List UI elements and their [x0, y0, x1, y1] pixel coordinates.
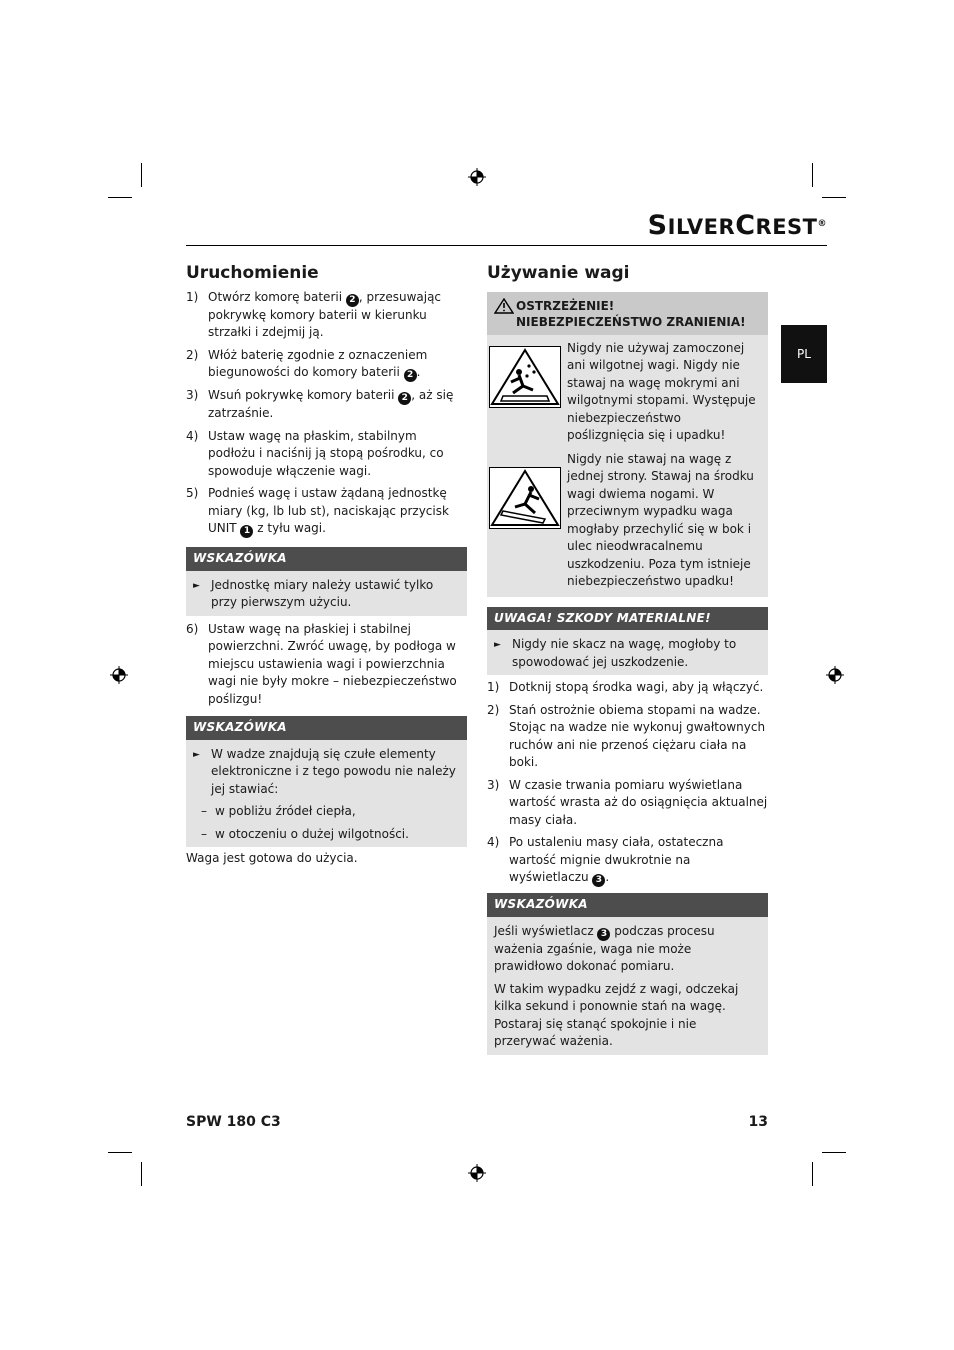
list-item: 5) Podnieś wagę i ustaw żądaną jednostkę miary (kg, lb lub st), naciskając przycisk UNIT 1 z tyłu wagi.: [186, 486, 449, 536]
right-column: [487, 265, 768, 1055]
note-box: WSKAZÓWKA ► W wadze znajdują się czułe elementy elektroniczne i z tego powodu nie należy jej stawiać: – w pobliżu źródeł ciepła, – w otoczeniu o dużej wilgotności.: [186, 716, 467, 847]
note-header: WSKAZÓWKA: [186, 547, 467, 571]
registration-mark-icon: [468, 1164, 486, 1182]
list-item: 2) Stań ostrożnie obiema stopami na wadze. Stojąc na wadze nie wykonuj gwałtownych ruchów ani nie przenoś ciężaru ciała na boki.: [487, 702, 766, 769]
warning-box: OSTRZEŻENIE! NIEBEZPIECZEŃSTWO ZRANIENIA! Nigdy nie używaj zamoczonej ani wilgotnej wagi. Nigdy nie stawaj na wagę mokrymi ani wilgotnymi stopami. Występuje niebezpieczeństwo poślizgnięcia się i upadku! Nigdy nie stawaj na wagę z jednej strony. Stawaj na środku wagi dwiema nogami. W przeciwnym wypadku waga mogłaby przechylić się w bok i ulec nieodwracalnemu uszkodzeniu. Poza tym istnieje niebezpieczeństwo upadku!: [487, 292, 768, 597]
left-column: [186, 265, 467, 868]
note-box: WSKAZÓWKA Jeśli wyświetlacz 3 podczas procesu ważenia zgaśnie, waga nie może prawidłowo dokonać pomiaru. W takim wypadku zejdź z wagi, odczekaj kilka sekund i ponownie stań na wagę. Postaraj się stanąć spokojnie i nie przerywać ważenia.: [487, 893, 768, 1055]
crop-mark: [822, 1152, 846, 1153]
arrow-bullet-icon: ►: [193, 580, 200, 591]
list-item: 3) Wsuń pokrywkę komory baterii 2 , aż się zatrzaśnie.: [186, 388, 454, 420]
part-number-icon: 2: [346, 294, 359, 307]
slip-hazard-icon: [489, 346, 561, 408]
part-number-icon: 2: [404, 369, 417, 382]
registration-mark-icon: [468, 168, 486, 186]
part-number-icon: 3: [592, 874, 605, 887]
crop-mark: [108, 197, 132, 198]
steps-list: [186, 289, 467, 539]
tipping-hazard-icon: [489, 467, 561, 529]
list-item: 3) W czasie trwania pomiaru wyświetlana wartość wrasta aż do osiągnięcia aktualnej masy ciała.: [487, 777, 768, 827]
language-tab: PL: [781, 325, 827, 383]
page-number: 13: [748, 1114, 768, 1130]
closing-text: Waga jest gotowa do użycia.: [186, 851, 358, 865]
steps-list: [487, 679, 768, 887]
crop-mark: [141, 163, 142, 187]
crop-mark: [108, 1152, 132, 1153]
section-title: Uruchomienie: [186, 263, 319, 283]
warning-header: OSTRZEŻENIE! NIEBEZPIECZEŃSTWO ZRANIENIA!: [487, 292, 768, 335]
arrow-bullet-icon: ►: [494, 640, 501, 650]
crop-mark: [812, 163, 813, 187]
warning-triangle-icon: [494, 298, 514, 314]
header-rule: [186, 245, 827, 246]
crop-mark: [822, 197, 846, 198]
note-header: WSKAZÓWKA: [186, 716, 467, 740]
list-item: 6) Ustaw wagę na płaskiej i stabilnej powierzchni. Zwróć uwagę, by podłoga w miejscu ustawienia wagi i powierzchnia wagi nie były mokre – niebezpieczeństwo poślizgu!: [186, 621, 457, 706]
registration-mark-icon: [826, 666, 844, 684]
part-number-icon: 2: [398, 392, 411, 405]
list-item: 4) Po ustaleniu masy ciała, ostateczna wartość mignie dwukrotnie na wyświetlaczu 3 .: [487, 835, 724, 885]
list-item: 4) Ustaw wagę na płaskim, stabilnym podłożu i naciśnij ją stopą pośrodku, co spowoduje włączenie wagi.: [186, 428, 444, 478]
crop-mark: [812, 1162, 813, 1186]
list-item: 1) Otwórz komorę baterii 2 , przesuwając pokrywkę komory baterii w kierunku strzałki i zdejmij ją.: [186, 289, 442, 339]
crop-mark: [141, 1162, 142, 1186]
list-item: 2) Włóż baterię zgodnie z oznaczeniem biegunowości do komory baterii 2 .: [186, 347, 428, 380]
brand-logo: SILVERCREST®: [647, 210, 827, 241]
caution-header: UWAGA! SZKODY MATERIALNE!: [487, 607, 768, 631]
part-number-icon: 3: [597, 928, 610, 941]
registration-mark-icon: [110, 666, 128, 684]
part-number-icon: 1: [240, 525, 253, 538]
list-item: 1) Dotknij stopą środka wagi, aby ją włączyć.: [487, 680, 764, 694]
arrow-bullet-icon: ►: [193, 749, 200, 760]
caution-box: UWAGA! SZKODY MATERIALNE! ► Nigdy nie skacz na wagę, mogłoby to spowodować jej uszkodzenie.: [487, 607, 768, 676]
note-box: WSKAZÓWKA ► Jednostkę miary należy ustawić tylko przy pierwszym użyciu.: [186, 547, 467, 616]
model-number: SPW 180 C3: [186, 1114, 281, 1130]
note-header: WSKAZÓWKA: [487, 893, 768, 917]
section-title: Używanie wagi: [487, 263, 630, 283]
